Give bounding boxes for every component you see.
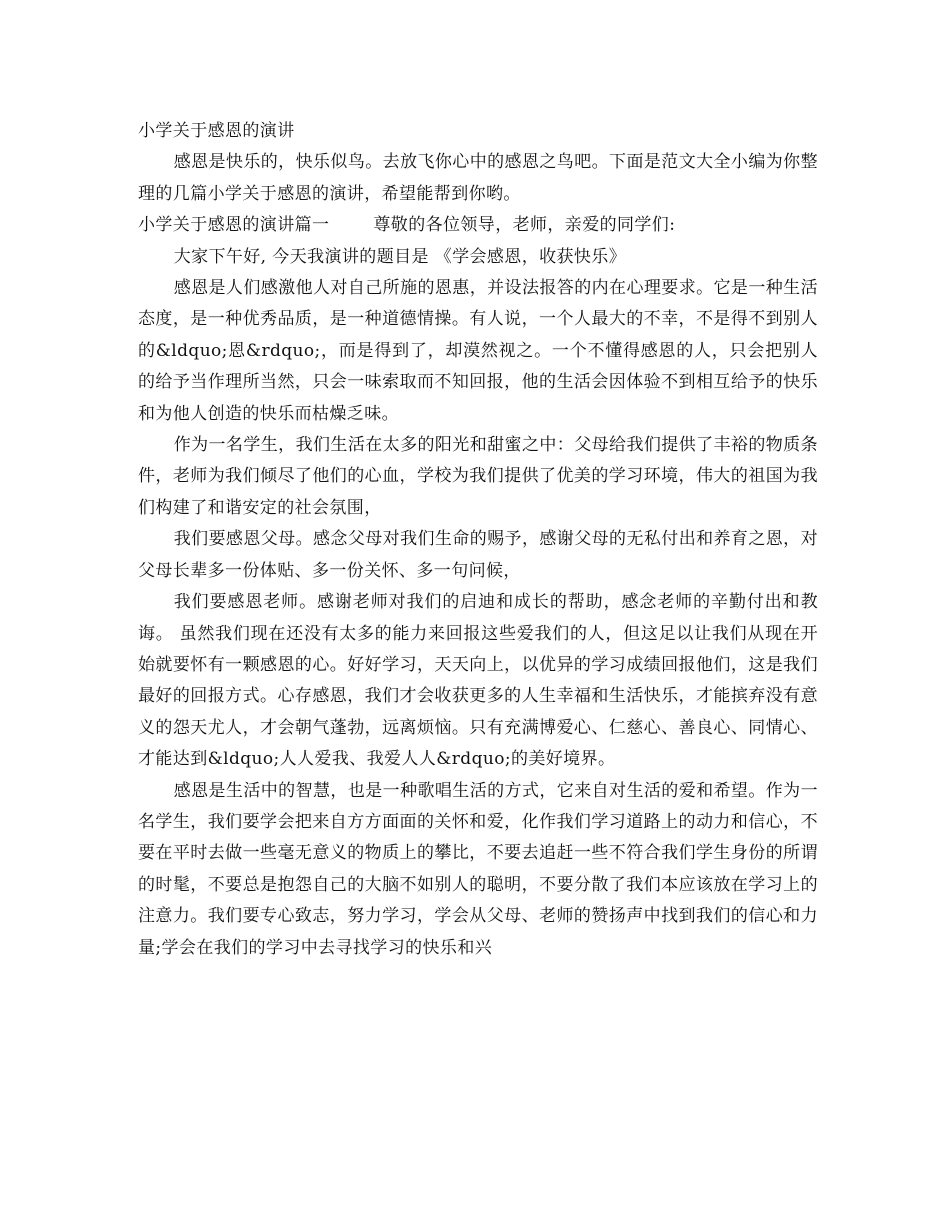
section-heading: 小学关于感恩的演讲篇一 (138, 215, 330, 236)
paragraph-wisdom: 感恩是生活中的智慧，也是一种歌唱生活的方式，它来自对生活的爱和希望。作为一名学生，我们要学会把来自方方面面的关怀和爱，化作我们学习道路上的动力和信心，不要在平时去做一些毫无意义的物质上的攀比，不要去追赶一些不符合我们学生身份的所谓的时髦，不要总是抱怨自己的大脑不如别人的聪明，不要分散了我们本应该放在学习上的注意力。我们要专心致志，努力学习，学会从父母、老师的赞扬声中找到我们的信心和力量;学会在我们的学习中去寻找学习的快乐和兴 (138, 780, 818, 958)
document-body (138, 116, 818, 964)
document-title: 小学关于感恩的演讲 (138, 121, 295, 141)
paragraph-definition: 感恩是人们感激他人对自己所施的恩惠，并设法报答的内在心理要求。它是一种生活态度，是一种优秀品质，是一种道德情操。有人说，一个人最大的不幸，不是得不到别人的&ldquo;恩&rdquo;，而是得到了，却漠然视之。一个不懂得感恩的人，只会把别人的给予当作理所当然，只会一味索取而不知回报，他的生活会因体验不到相互给予的快乐和为他人创造的快乐而枯燥乏味。 (138, 278, 818, 424)
paragraph-student-life: 作为一名学生，我们生活在太多的阳光和甜蜜之中：父母给我们提供了丰裕的物质条件，老师为我们倾尽了他们的心血，学校为我们提供了优美的学习环境，伟大的祖国为我们构建了和谐安定的社会氛围， (138, 435, 818, 518)
intro-paragraph: 感恩是快乐的，快乐似鸟。去放飞你心中的感恩之鸟吧。下面是范文大全小编为你整理的几篇小学关于感恩的演讲，希望能帮到你哟。 (138, 152, 818, 204)
paragraph-teachers: 我们要感恩老师。感谢老师对我们的启迪和成长的帮助，感念老师的辛勤付出和教诲。 虽然我们现在还没有太多的能力来回报这些爱我们的人，但这足以让我们从现在开始就要怀有一颗感恩的心。好好学习，天天向上，以优异的学习成绩回报他们，这是我们最好的回报方式。心存感恩，我们才会收获更多的人生幸福和生活快乐，才能摈弃没有意义的怨天尤人，才会朝气蓬勃，远离烦恼。只有充满博爱心、仁慈心、善良心、同情心、才能达到&ldquo;人人爱我、我爱人人&rdquo;的美好境界。 (138, 592, 818, 770)
paragraph-greeting: 大家下午好, 今天我演讲的题目是 《学会感恩，收获快乐》 (173, 246, 627, 267)
paragraph-parents: 我们要感恩父母。感念父母对我们生命的赐予，感谢父母的无私付出和养育之恩，对父母长辈多一份体贴、多一份关怀、多一句问候， (138, 529, 818, 581)
section-heading-line (138, 210, 818, 241)
salutation: 尊敬的各位领导，老师，亲爱的同学们: (373, 215, 676, 236)
